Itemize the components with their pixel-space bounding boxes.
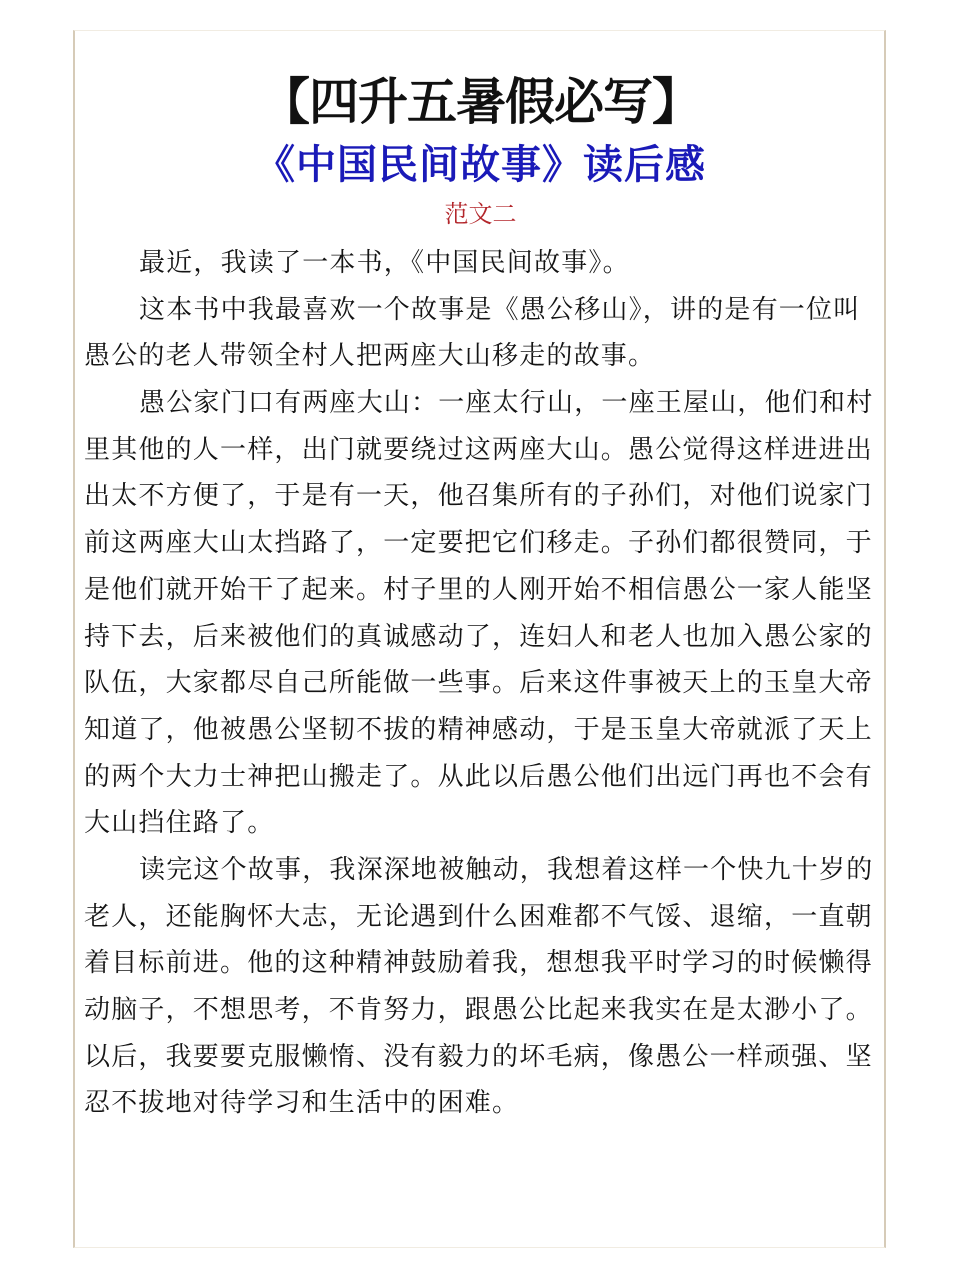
paragraph-2-line-2: 愚公的老人带领全村人把两座大山移走的故事。 [84, 341, 656, 372]
paragraph-3-line-4: 前这两座大山太挡路了，一定要把它们移走。子孙们都很赞同，于 [84, 528, 873, 559]
essay-body [84, 240, 884, 1127]
paragraph-4-line-1: 读完这个故事，我深深地被触动，我想着这样一个快九十岁的 [139, 854, 874, 885]
paragraph-1-line-1: 最近，我读了一本书，《中国民间故事》。 [139, 248, 630, 278]
paragraph-3-line-3: 出太不方便了，于是有一天，他召集所有的子孙们，对他们说家门 [84, 481, 873, 512]
paragraph-3-line-2: 里其他的人一样，出门就要绕过这两座大山。愚公觉得这样进进出 [84, 434, 873, 465]
paragraph-4-line-6: 忍不拔地对待学习和生活中的困难。 [84, 1088, 520, 1119]
paragraph-3-line-1: 愚公家门口有两座大山：一座太行山，一座王屋山，他们和村 [139, 388, 874, 419]
paragraph-4-line-3: 着目标前进。他的这种精神鼓励着我，想想我平时学习的时候懒得 [84, 948, 873, 979]
paragraph-3-line-6: 持下去，后来被他们的真诚感动了，连妇人和老人也加入愚公家的 [84, 621, 873, 652]
document-subtitle: 《中国民间故事》读后感 [255, 141, 706, 188]
paragraph-4-line-2: 老人，还能胸怀大志，无论遇到什么困难都不气馁、退缩，一直朝 [84, 901, 873, 932]
paragraph-4-line-5: 以后，我要要克服懒惰、没有毅力的坏毛病，像愚公一样顽强、坚 [84, 1041, 873, 1072]
paragraph-3-line-9: 的两个大力士神把山搬走了。从此以后愚公他们出远门再也不会有 [84, 761, 873, 792]
sample-essay-label: 范文二 [444, 200, 517, 228]
paragraph-4-line-4: 动脑子，不想思考，不肯努力，跟愚公比起来我实在是太渺小了。 [84, 995, 873, 1025]
document-title: 【四升五暑假必写】 [260, 72, 701, 131]
paragraph-3-line-7: 队伍，大家都尽自己所能做一些事。后来这件事被天上的玉皇大帝 [84, 668, 873, 699]
paragraph-2-line-1: 这本书中我最喜欢一个故事是《愚公移山》，讲的是有一位叫 [139, 294, 861, 325]
paragraph-3-line-10: 大山挡住路了。 [84, 808, 275, 839]
paragraph-3-line-8: 知道了，他被愚公坚韧不拔的精神感动，于是玉皇大帝就派了天上 [84, 714, 873, 745]
paragraph-3-line-5: 是他们就开始干了起来。村子里的人刚开始不相信愚公一家人能坚 [84, 574, 873, 605]
